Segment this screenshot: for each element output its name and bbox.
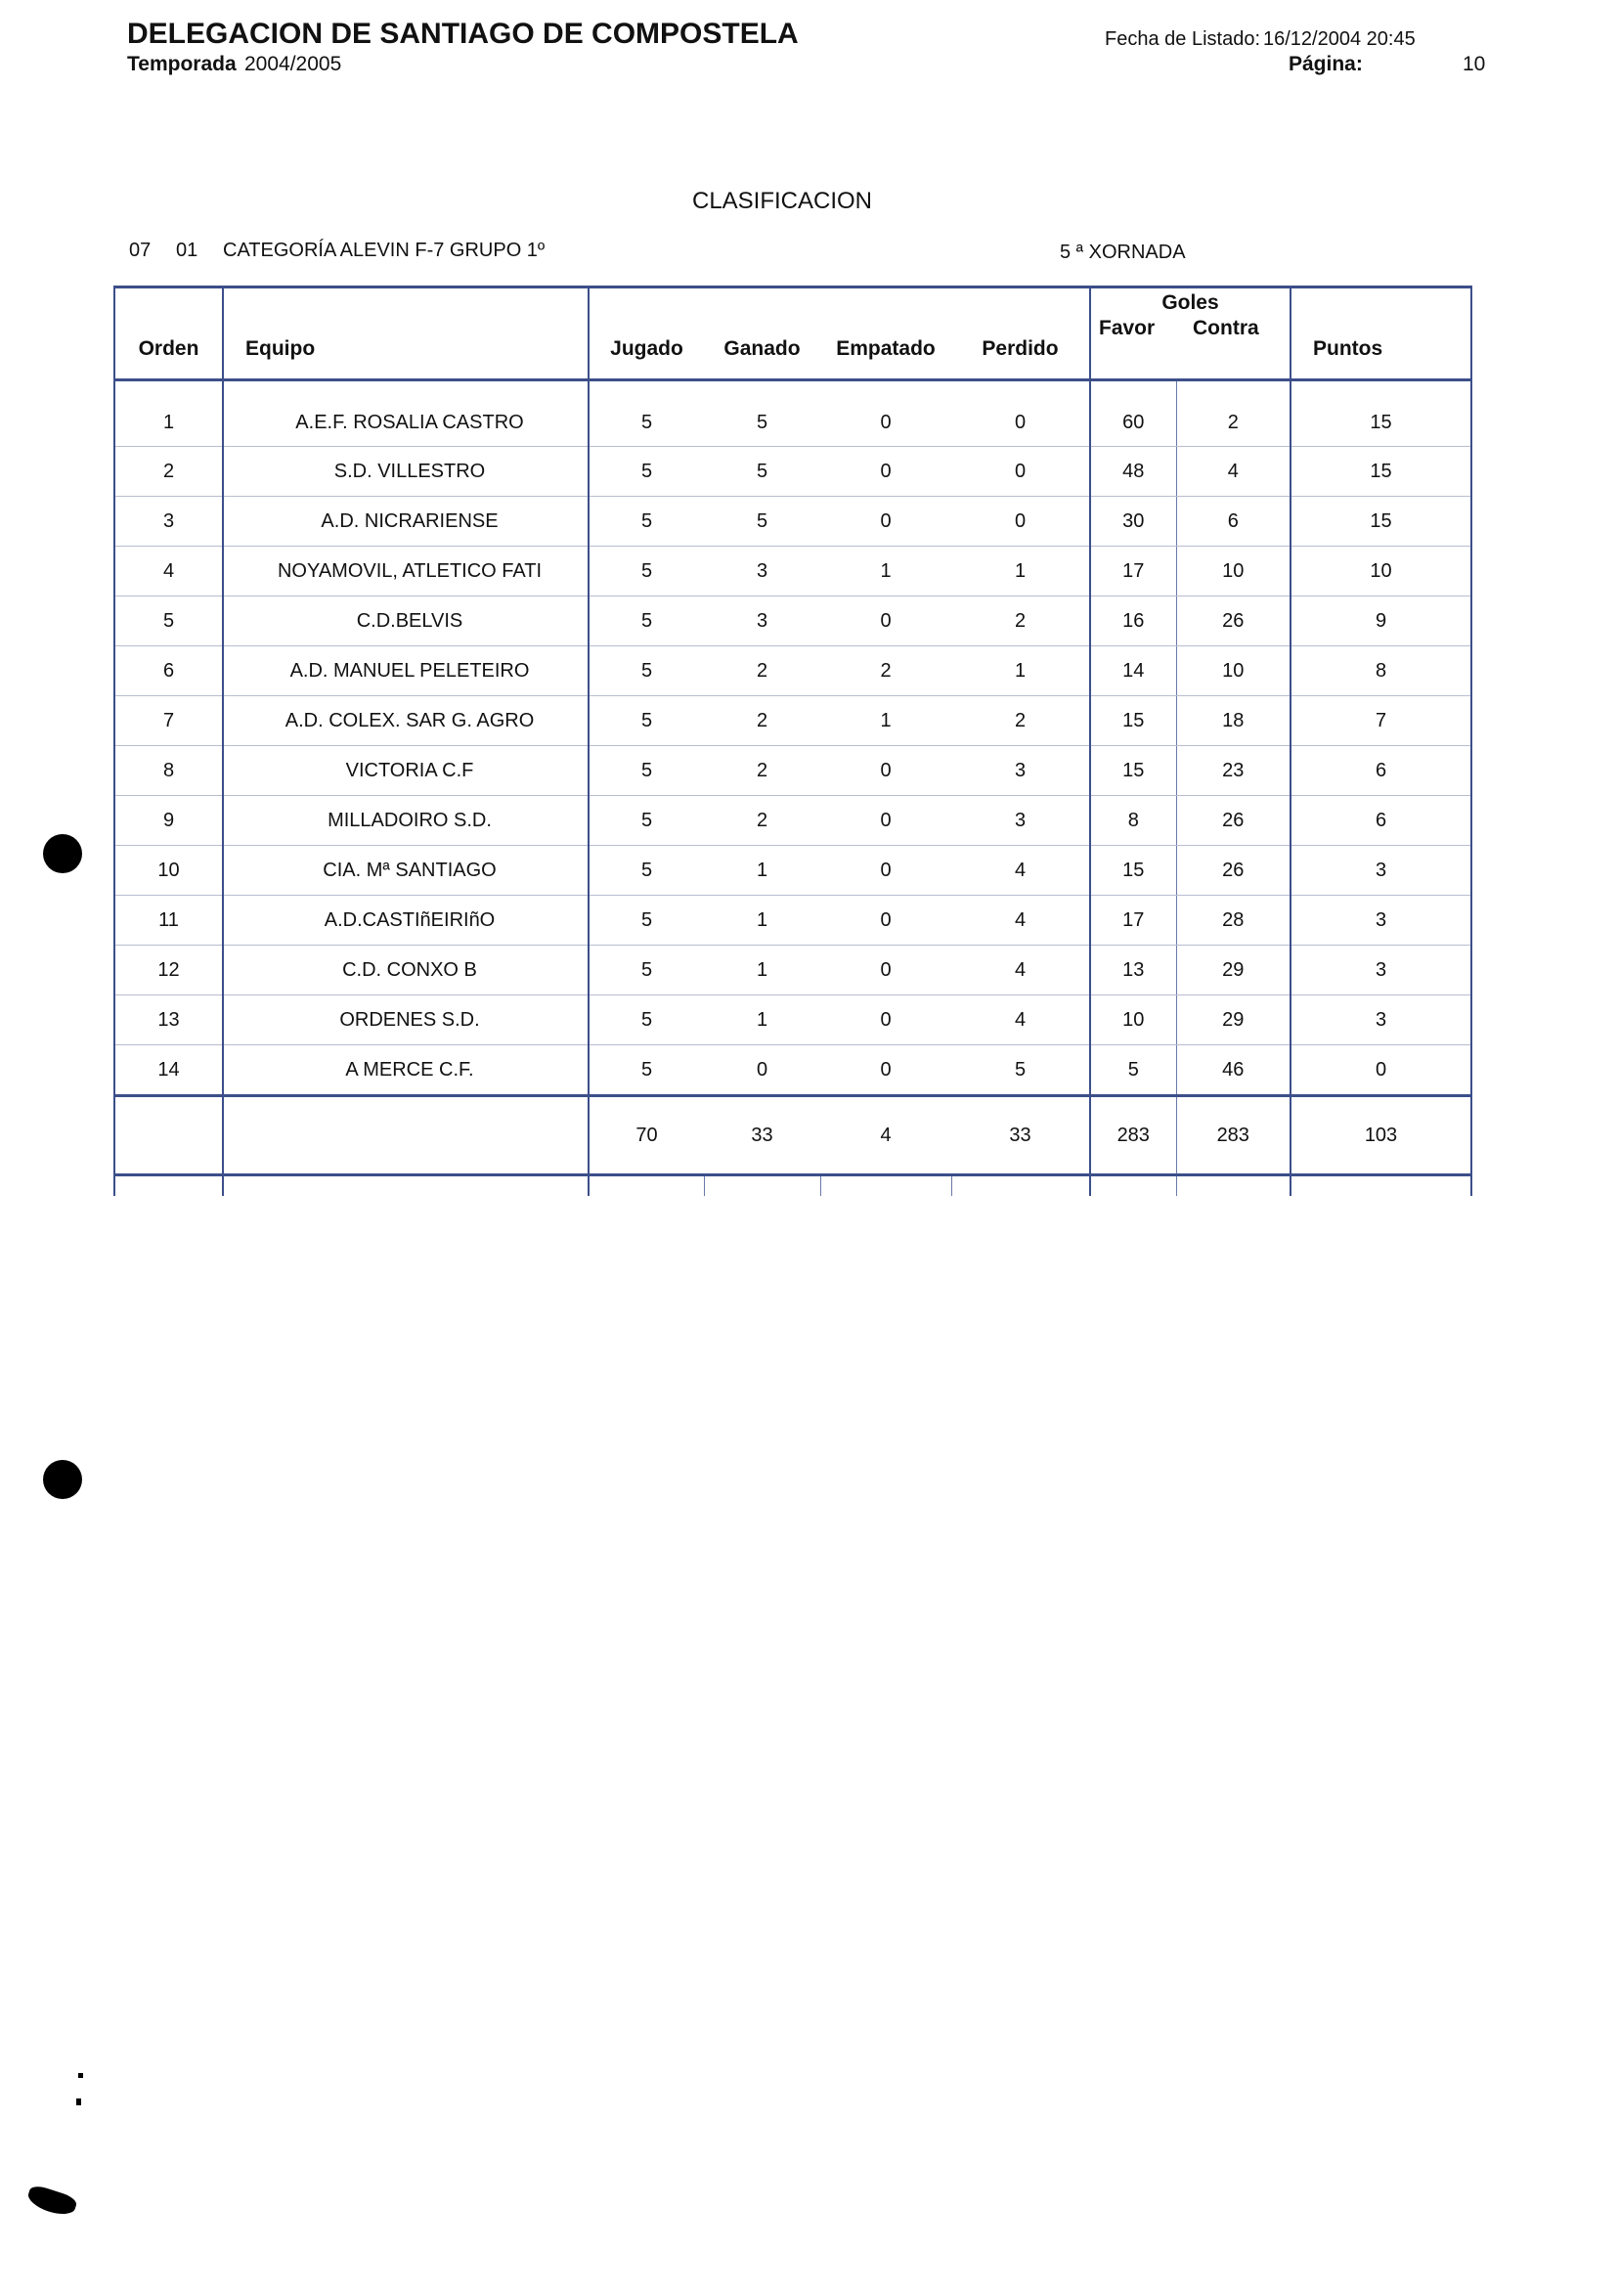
- cell-perdido: 5: [951, 1045, 1090, 1096]
- table-row: [114, 1045, 1471, 1096]
- cell-perdido: 1: [951, 646, 1090, 696]
- header-ganado: Ganado: [704, 287, 820, 380]
- header-puntos: Puntos: [1291, 287, 1471, 380]
- totals-row: [114, 1096, 1471, 1175]
- table-row: [114, 596, 1471, 646]
- cell-contra: 29: [1176, 946, 1291, 995]
- cell-equipo: A.D. MANUEL PELETEIRO: [223, 646, 589, 696]
- cell-puntos: 3: [1291, 896, 1471, 946]
- table-continuation: [114, 1175, 1471, 1197]
- cell-ganado: 5: [704, 447, 820, 497]
- cell-puntos: 0: [1291, 1045, 1471, 1096]
- cell-puntos: 6: [1291, 746, 1471, 796]
- header-contra: Contra: [1193, 317, 1259, 339]
- cell-equipo: A.D. COLEX. SAR G. AGRO: [223, 696, 589, 746]
- cell-perdido: 3: [951, 796, 1090, 846]
- cell-empatado: 0: [820, 946, 951, 995]
- listing-date-label: Fecha de Listado:: [1105, 28, 1260, 50]
- cell-contra: 6: [1176, 497, 1291, 547]
- totals-equipo: [223, 1096, 589, 1175]
- cell-orden: 12: [114, 946, 223, 995]
- cell-contra: 2: [1176, 380, 1291, 447]
- cell-ganado: 0: [704, 1045, 820, 1096]
- cell-equipo: NOYAMOVIL, ATLETICO FATI: [223, 547, 589, 596]
- header-goles-title: Goles: [1161, 291, 1219, 314]
- cell-contra: 26: [1176, 846, 1291, 896]
- cell-favor: 5: [1090, 1045, 1176, 1096]
- cell-puntos: 15: [1291, 497, 1471, 547]
- cell-empatado: 0: [820, 796, 951, 846]
- cell-orden: 5: [114, 596, 223, 646]
- table-row: [114, 497, 1471, 547]
- cell-equipo: C.D.BELVIS: [223, 596, 589, 646]
- cell-puntos: 15: [1291, 447, 1471, 497]
- cell-perdido: 0: [951, 380, 1090, 447]
- cell-puntos: 3: [1291, 846, 1471, 896]
- cell-contra: 29: [1176, 995, 1291, 1045]
- header-equipo: Equipo: [223, 287, 589, 380]
- cell-jugado: 5: [589, 896, 704, 946]
- cell-orden: 3: [114, 497, 223, 547]
- cell-orden: 11: [114, 896, 223, 946]
- cell-ganado: 1: [704, 846, 820, 896]
- cell-contra: 10: [1176, 547, 1291, 596]
- cell-empatado: 0: [820, 846, 951, 896]
- punch-hole-upper: [43, 834, 82, 873]
- cell-contra: 26: [1176, 796, 1291, 846]
- report-title: CLASIFICACION: [691, 188, 873, 214]
- header-empatado: Empatado: [820, 287, 951, 380]
- cell-orden: 13: [114, 995, 223, 1045]
- cell-orden: 2: [114, 447, 223, 497]
- cell-orden: 10: [114, 846, 223, 896]
- cell-perdido: 4: [951, 846, 1090, 896]
- listing-date-value: 16/12/2004 20:45: [1263, 28, 1416, 50]
- cell-favor: 15: [1090, 846, 1176, 896]
- cell-contra: 18: [1176, 696, 1291, 746]
- header-jugado: Jugado: [589, 287, 704, 380]
- cell-ganado: 3: [704, 547, 820, 596]
- cell-ganado: 2: [704, 696, 820, 746]
- cell-puntos: 8: [1291, 646, 1471, 696]
- cell-contra: 26: [1176, 596, 1291, 646]
- cell-ganado: 5: [704, 497, 820, 547]
- table-row: [114, 380, 1471, 447]
- cell-puntos: 9: [1291, 596, 1471, 646]
- cell-perdido: 4: [951, 896, 1090, 946]
- round-label: 5 ª XORNADA: [1060, 242, 1186, 263]
- cell-ganado: 2: [704, 746, 820, 796]
- cell-equipo: C.D. CONXO B: [223, 946, 589, 995]
- table-row: [114, 946, 1471, 995]
- cell-perdido: 2: [951, 596, 1090, 646]
- table-row: [114, 746, 1471, 796]
- cell-orden: 1: [114, 380, 223, 447]
- cell-ganado: 2: [704, 796, 820, 846]
- totals-jugado: 70: [589, 1096, 704, 1175]
- table-row: [114, 447, 1471, 497]
- cell-equipo: S.D. VILLESTRO: [223, 447, 589, 497]
- cell-favor: 60: [1090, 380, 1176, 447]
- cell-empatado: 1: [820, 696, 951, 746]
- cell-orden: 14: [114, 1045, 223, 1096]
- cell-equipo: A.E.F. ROSALIA CASTRO: [223, 380, 589, 447]
- cell-orden: 9: [114, 796, 223, 846]
- cell-ganado: 1: [704, 946, 820, 995]
- scan-blot: [25, 2184, 78, 2219]
- cell-empatado: 0: [820, 896, 951, 946]
- cell-puntos: 3: [1291, 946, 1471, 995]
- punch-hole-lower: [43, 1460, 82, 1499]
- cell-equipo: A.D.CASTIñEIRIñO: [223, 896, 589, 946]
- header-orden: Orden: [114, 287, 223, 380]
- totals-ganado: 33: [704, 1096, 820, 1175]
- cell-puntos: 10: [1291, 547, 1471, 596]
- cell-puntos: 15: [1291, 380, 1471, 447]
- cell-favor: 15: [1090, 746, 1176, 796]
- cell-favor: 16: [1090, 596, 1176, 646]
- cell-perdido: 4: [951, 995, 1090, 1045]
- cell-puntos: 6: [1291, 796, 1471, 846]
- season-value: 2004/2005: [244, 53, 342, 75]
- cell-orden: 4: [114, 547, 223, 596]
- cell-ganado: 2: [704, 646, 820, 696]
- cell-favor: 13: [1090, 946, 1176, 995]
- cell-jugado: 5: [589, 1045, 704, 1096]
- cell-perdido: 3: [951, 746, 1090, 796]
- cell-favor: 14: [1090, 646, 1176, 696]
- page-label: Página:: [1289, 53, 1363, 75]
- table-row: [114, 896, 1471, 946]
- cell-puntos: 7: [1291, 696, 1471, 746]
- cell-empatado: 0: [820, 746, 951, 796]
- cell-orden: 7: [114, 696, 223, 746]
- cell-empatado: 2: [820, 646, 951, 696]
- cell-jugado: 5: [589, 596, 704, 646]
- cell-favor: 48: [1090, 447, 1176, 497]
- cell-favor: 30: [1090, 497, 1176, 547]
- header-favor: Favor: [1099, 317, 1156, 339]
- cell-jugado: 5: [589, 796, 704, 846]
- cell-jugado: 5: [589, 995, 704, 1045]
- cell-empatado: 0: [820, 995, 951, 1045]
- cell-empatado: 1: [820, 547, 951, 596]
- cell-empatado: 0: [820, 497, 951, 547]
- cell-ganado: 3: [704, 596, 820, 646]
- table-row: [114, 547, 1471, 596]
- cell-equipo: MILLADOIRO S.D.: [223, 796, 589, 846]
- cell-jugado: 5: [589, 696, 704, 746]
- cell-contra: 23: [1176, 746, 1291, 796]
- season-label: Temporada: [127, 53, 237, 75]
- cell-equipo: CIA. Mª SANTIAGO: [223, 846, 589, 896]
- totals-perdido: 33: [951, 1096, 1090, 1175]
- cell-contra: 28: [1176, 896, 1291, 946]
- cell-ganado: 1: [704, 995, 820, 1045]
- table-row: [114, 796, 1471, 846]
- cell-favor: 8: [1090, 796, 1176, 846]
- totals-orden: [114, 1096, 223, 1175]
- table-header-row: [114, 287, 1471, 380]
- cell-ganado: 1: [704, 896, 820, 946]
- organization-name: DELEGACION DE SANTIAGO DE COMPOSTELA: [127, 18, 799, 50]
- cell-equipo: A.D. NICRARIENSE: [223, 497, 589, 547]
- cell-empatado: 0: [820, 380, 951, 447]
- table-row: [114, 696, 1471, 746]
- cell-perdido: 4: [951, 946, 1090, 995]
- cell-empatado: 0: [820, 447, 951, 497]
- cell-perdido: 2: [951, 696, 1090, 746]
- cell-perdido: 1: [951, 547, 1090, 596]
- cell-favor: 17: [1090, 547, 1176, 596]
- cell-favor: 17: [1090, 896, 1176, 946]
- table-row: [114, 995, 1471, 1045]
- cell-orden: 8: [114, 746, 223, 796]
- totals-favor: 283: [1090, 1096, 1176, 1175]
- table-row: [114, 846, 1471, 896]
- cell-contra: 10: [1176, 646, 1291, 696]
- cell-jugado: 5: [589, 497, 704, 547]
- cell-orden: 6: [114, 646, 223, 696]
- cell-empatado: 0: [820, 1045, 951, 1096]
- cell-jugado: 5: [589, 646, 704, 696]
- cell-perdido: 0: [951, 497, 1090, 547]
- header-goles: [1090, 287, 1291, 380]
- cell-perdido: 0: [951, 447, 1090, 497]
- category-label: CATEGORÍA ALEVIN F-7 GRUPO 1º: [223, 240, 546, 261]
- cell-jugado: 5: [589, 746, 704, 796]
- cell-jugado: 5: [589, 946, 704, 995]
- scan-speck: [76, 2098, 81, 2105]
- group-code-a: 07: [129, 240, 152, 261]
- group-code-b: 01: [176, 240, 198, 261]
- standings-rows: [114, 380, 1471, 1096]
- standings-table: [113, 286, 1472, 1196]
- header-perdido: Perdido: [951, 287, 1090, 380]
- totals-puntos: 103: [1291, 1096, 1471, 1175]
- cell-ganado: 5: [704, 380, 820, 447]
- cell-jugado: 5: [589, 380, 704, 447]
- cell-jugado: 5: [589, 846, 704, 896]
- cell-equipo: ORDENES S.D.: [223, 995, 589, 1045]
- cell-favor: 10: [1090, 995, 1176, 1045]
- cell-contra: 46: [1176, 1045, 1291, 1096]
- scan-speck: [78, 2073, 83, 2078]
- cell-puntos: 3: [1291, 995, 1471, 1045]
- cell-empatado: 0: [820, 596, 951, 646]
- cell-jugado: 5: [589, 447, 704, 497]
- totals-empatado: 4: [820, 1096, 951, 1175]
- cell-equipo: A MERCE C.F.: [223, 1045, 589, 1096]
- table-row: [114, 646, 1471, 696]
- totals-contra: 283: [1176, 1096, 1291, 1175]
- cell-favor: 15: [1090, 696, 1176, 746]
- cell-equipo: VICTORIA C.F: [223, 746, 589, 796]
- cell-jugado: 5: [589, 547, 704, 596]
- cell-contra: 4: [1176, 447, 1291, 497]
- page-number: 10: [1463, 53, 1486, 75]
